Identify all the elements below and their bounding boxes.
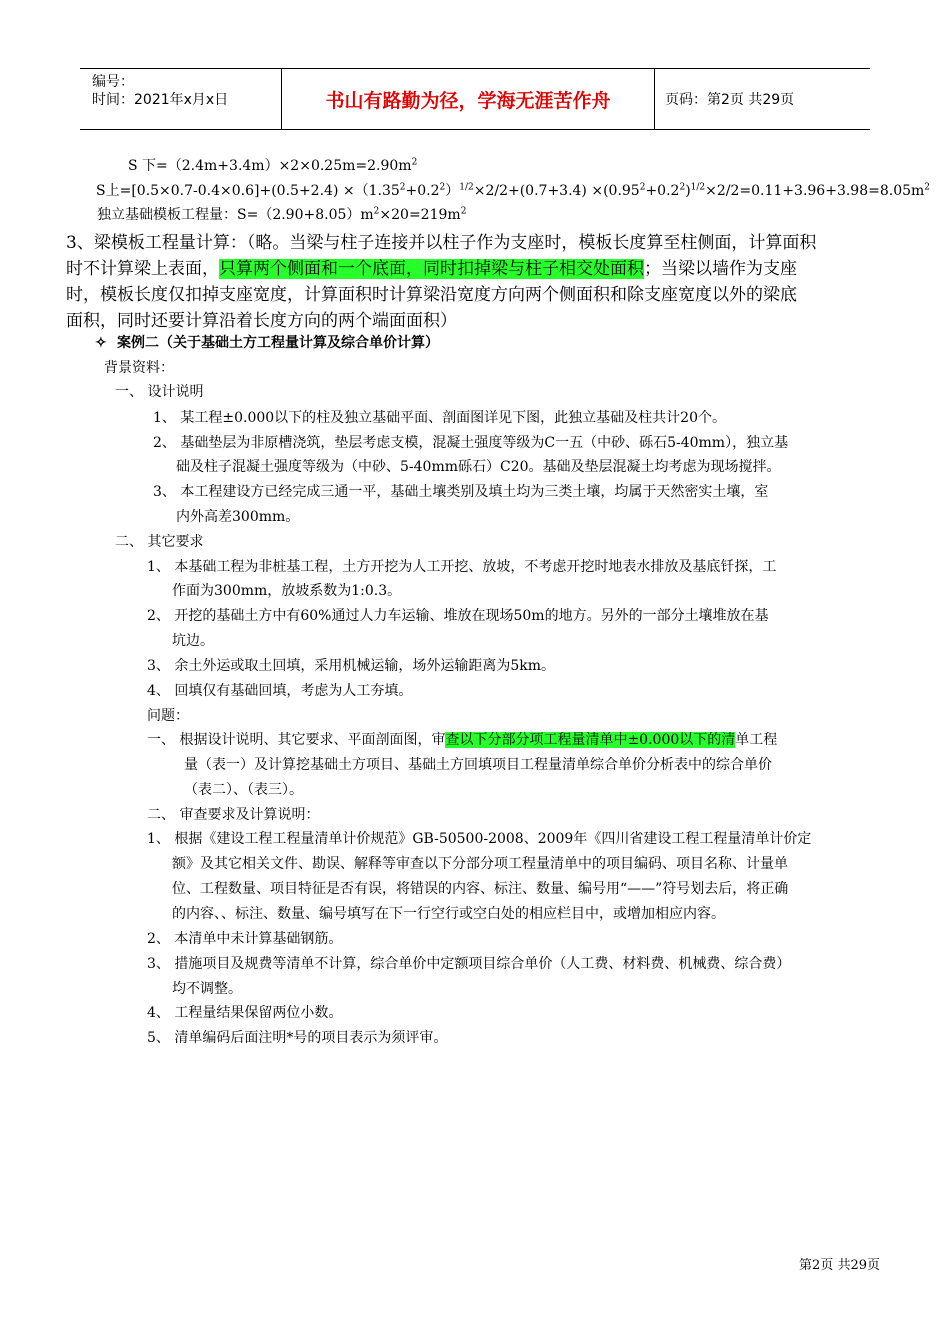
item3-text: 时不计算梁上表面，: [66, 259, 219, 279]
exponent: 2: [639, 182, 646, 193]
review-item: 3、 措施项目及规费等清单不计算，综合单价中定额项目综合单价（人工费、材料费、机械费、综合费）: [147, 956, 791, 972]
background-label: 背景资料：: [104, 360, 174, 376]
exponent: 1/2: [459, 182, 474, 193]
exponent: 2: [411, 157, 418, 168]
exponent: 2: [679, 182, 686, 193]
formula-text: S 下=（2.4m+3.4m）×2×0.25m=2.90m: [128, 158, 412, 174]
exponent: 2: [460, 206, 467, 217]
review-item-cont: 位、工程数量、项目特征是否有误，将错误的内容、标注、数量、编号用“——”符号划去后，将正确: [172, 881, 789, 897]
formula-text: ）: [445, 183, 460, 199]
formula-text: S上=[0.5×0.7-0.4×0.6]+(0.5+2.4) ×（1.35: [96, 183, 400, 199]
formula-s-lower: [128, 156, 417, 176]
formula-text: +0.2: [645, 183, 680, 199]
design-item-cont: 内外高差300mm。: [176, 509, 300, 525]
other-item: 3、 余土外运或取土回填，采用机械运输，场外运输距离为5km。: [147, 658, 556, 674]
item3-text: ；当梁以墙作为支座: [644, 259, 797, 279]
formula-text: ): [685, 183, 691, 199]
exponent: 2: [924, 182, 931, 193]
review-item-cont: 额》及其它相关文件、勘误、解释等审查以下分部分项工程量清单中的项目编码、项目名称、计量单: [172, 856, 788, 872]
review-item-cont: 均不调整。: [172, 981, 242, 997]
formula-text: ×2/2+(0.7+3.4) ×(0.95: [473, 183, 640, 199]
exponent: 2: [399, 182, 406, 193]
number-label: 编号：: [92, 74, 134, 90]
design-item: 3、 本工程建设方已经完成三通一平，基础土壤类别及填土均为三类土壤，均属于天然密实土壤，室: [153, 484, 769, 500]
highlighted-text: 只算两个侧面和一个底面，同时扣掉梁与柱子相交处面积: [219, 259, 644, 279]
header-page-info: 页码：第2页 共29页: [665, 92, 795, 108]
other-heading: 二、 其它要求: [115, 534, 204, 550]
question-1: [147, 730, 777, 750]
page-header: [80, 68, 870, 130]
design-item: 1、 某工程±0.000以下的柱及独立基础平面、剖面图详见下图，此独立基础及柱共计20个。: [153, 410, 726, 426]
case2-heading: [95, 333, 439, 353]
formula-independent: [97, 205, 466, 225]
formula-s-upper: [96, 181, 930, 201]
review-item-cont: 的内容、、标注、数量、编号填写在下一行空行或空白处的相应栏目中，或增加相应内容。: [172, 906, 725, 922]
question-text: 一、 根据设计说明、其它要求、平面剖面图，审: [147, 732, 446, 748]
item3-line: 时，模板长度仅扣掉支座宽度，计算面积时计算梁沿宽度方向两个侧面积和除支座宽度以外的梁底: [66, 285, 797, 305]
design-heading: 一、 设计说明: [115, 384, 204, 400]
header-meta: [80, 69, 280, 129]
formula-text: ×2/2=0.11+3.96+3.98=8.05m: [705, 183, 925, 199]
review-item: 1、 根据《建设工程工程量清单计价规范》GB-50500-2008、2009年《四川省建设工程工程量清单计价定: [147, 831, 812, 847]
case2-title: 案例二（关于基础土方工程量计算及综合单价计算）: [117, 335, 439, 351]
question-label: 问题：: [147, 708, 189, 724]
time-label: 时间：2021年x月x日: [92, 92, 229, 108]
other-item: 4、 回填仅有基础回填，考虑为人工夯填。: [147, 683, 413, 699]
header-motto: 书山有路勤为径，学海无涯苦作舟: [325, 89, 611, 112]
other-item: 2、 开挖的基础土方中有60%通过人力车运输、堆放在现场50m的地方。另外的一部分土壤堆放在基: [147, 608, 769, 624]
question-1-cont: 量（表一）及计算挖基础土方项目、基础土方回填项目工程量清单综合单价分析表中的综合单价: [184, 757, 772, 773]
review-item: 2、 本清单中未计算基础钢筋。: [147, 931, 343, 947]
question-1-cont: （表二）、（表三）。: [184, 782, 303, 798]
review-item: 5、 清单编码后面注明*号的项目表示为须评审。: [147, 1030, 448, 1046]
highlighted-text: 查以下分部分项工程量清单中±0.000以下的清: [445, 732, 736, 748]
review-item: 4、 工程量结果保留两位小数。: [147, 1005, 343, 1021]
diamond-bullet-icon: ✧: [95, 335, 107, 351]
exponent: 1/2: [690, 182, 706, 193]
formula-text: 独立基础模板工程量：S=（2.90+8.05）m: [97, 207, 374, 223]
question-2: 二、 审查要求及计算说明：: [147, 807, 320, 823]
question-text: 单工程: [735, 732, 778, 748]
other-item-cont: 作面为300mm，放坡系数为1:0.3。: [172, 583, 402, 599]
formula-text: +0.2: [405, 183, 440, 199]
exponent: 2: [439, 182, 446, 193]
exponent: 2: [373, 206, 380, 217]
design-item-cont: 础及柱子混凝土强度等级为（中砂、5-40mm砾石）C20。基础及垫层混凝土均考虑为现场搅拌。: [176, 459, 781, 475]
page-footer: 第2页 共29页: [799, 1258, 880, 1273]
other-item-cont: 坑边。: [172, 633, 214, 649]
design-item: 2、 基础垫层为非原槽浇筑，垫层考虑支模，混凝土强度等级为C一五（中砂、砾石5-40mm），独立基: [153, 435, 789, 451]
item3-line: 3、梁模板工程量计算：（略。当梁与柱子连接并以柱子作为支座时，模板长度算至柱侧面，计算面积: [66, 233, 817, 253]
other-item: 1、 本基础工程为非桩基工程，土方开挖为人工开挖、放坡，不考虑开挖时地表水排放及基底钎探，工: [147, 559, 777, 575]
item3-line: 面积，同时还要计算沿着长度方向的两个端面面积）: [66, 311, 457, 331]
formula-text: ×20=219m: [379, 207, 461, 223]
item3-line: [66, 257, 797, 281]
